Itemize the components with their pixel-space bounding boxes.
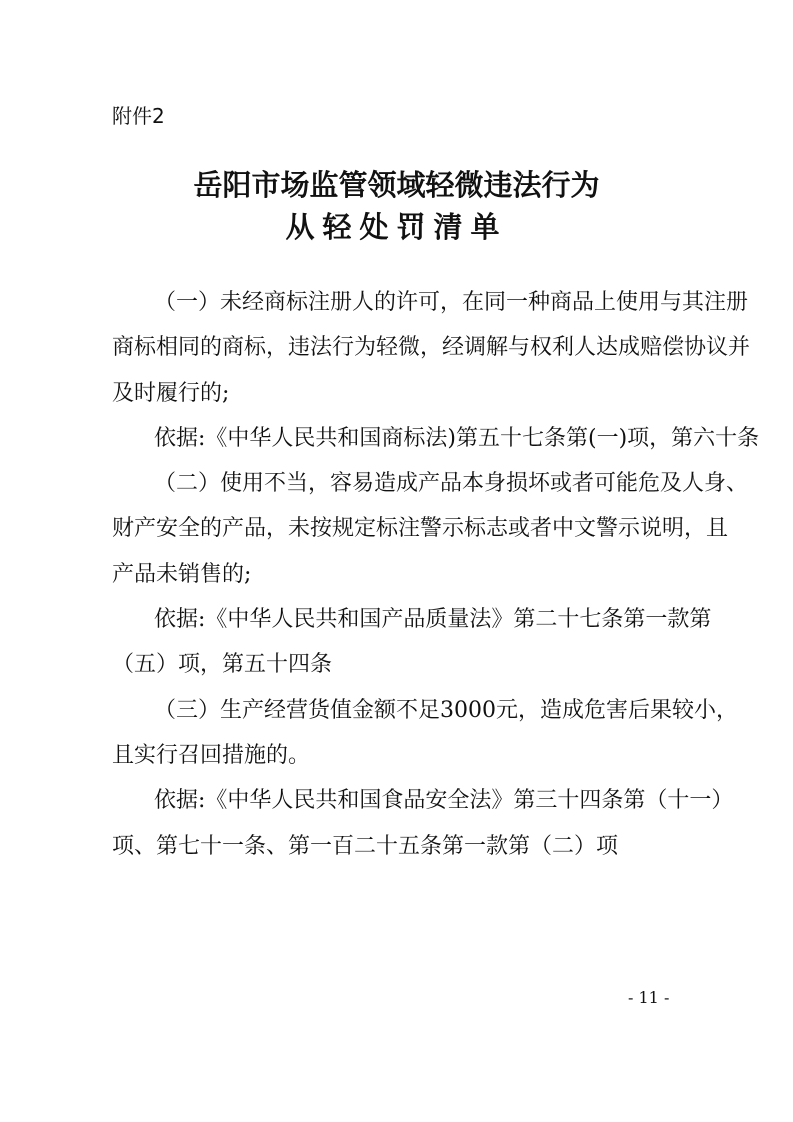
page-number: - 11 -	[628, 988, 670, 1007]
paragraph-line: （一）未经商标注册人的许可，在同一种商品上使用与其注册	[154, 290, 749, 315]
document-body	[112, 280, 760, 869]
paragraph-line: 财产安全的产品，未按规定标注警示标志或者中文警示说明，且	[112, 516, 729, 542]
paragraph-line: 依据:《中华人民共和国产品质量法》第二十七条第一款第	[154, 607, 712, 633]
paragraph-line: 且实行召回措施的。	[112, 742, 311, 768]
paragraph	[112, 416, 760, 461]
paragraph	[112, 688, 738, 779]
paragraph-line: 及时履行的;	[112, 380, 230, 406]
paragraph	[112, 778, 734, 869]
paragraph-line: 依据:《中华人民共和国商标法)第五十七条第(一)项，第六十条	[154, 425, 760, 451]
document-title-line2: 从轻处罚清单	[285, 210, 508, 244]
paragraph-line: 项、第七十一条、第一百二十五条第一款第（二）项	[112, 833, 619, 859]
paragraph-line: 产品未销售的;	[112, 561, 252, 587]
attachment-label: 附件2	[112, 104, 165, 128]
document-title-line1: 岳阳市场监管领域轻微违法行为	[193, 168, 600, 202]
paragraph-line: （三）生产经营货值金额不足3000元，造成危害后果较小，	[154, 697, 738, 723]
paragraph-line: 商标相同的商标，违法行为轻微，经调解与权利人达成赔偿协议并	[112, 335, 751, 361]
paragraph	[112, 597, 712, 688]
paragraph-line: （五）项，第五十四条	[112, 652, 333, 678]
paragraph-line: 依据:《中华人民共和国食品安全法》第三十四条第（十一）	[154, 788, 734, 814]
paragraph	[112, 461, 749, 597]
paragraph	[112, 280, 751, 416]
paragraph-line: （二）使用不当，容易造成产品本身损坏或者可能危及人身、	[154, 471, 749, 497]
